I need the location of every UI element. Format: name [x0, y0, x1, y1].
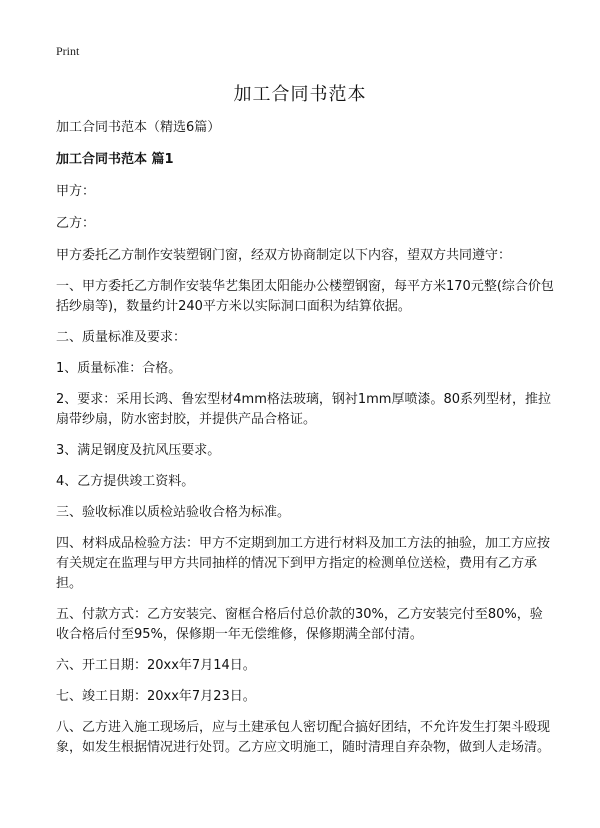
paragraph-clause-3: 三、验收标准以质检站验收合格为标准。 [56, 505, 291, 520]
party-a-label: 甲方： [56, 184, 96, 199]
paragraph-clause-2-item-2: 2、要求：采用长鸿、鲁宏型材4mm格法玻璃，钢衬1mm厚喷漆。80系列型材，推拉扇带纱扇，防水密封胶，并提供产品合格证。 [56, 392, 552, 427]
paragraph-clause-4: 四、材料成品检验方法：甲方不定期到加工方进行材料及加工方法的抽验，加工方应按有关规定在监理与甲方共同抽样的情况下到甲方指定的检测单位送检，费用有乙方承担。 [56, 536, 551, 591]
paragraph-clause-2-item-3: 3、满足钢度及抗风压要求。 [56, 443, 221, 458]
paragraph-clause-7: 七、竣工日期：20xx年7月23日。 [56, 689, 256, 704]
paragraph-clause-2-item-1: 1、质量标准：合格。 [56, 361, 182, 376]
section-heading: 加工合同书范本 篇1 [56, 152, 174, 167]
paragraph-clause-2: 二、质量标准及要求： [56, 330, 187, 345]
print-link[interactable]: Print [56, 44, 80, 58]
paragraph-clause-6: 六、开工日期：20xx年7月14日。 [56, 658, 256, 673]
paragraph-clause-2-item-4: 4、乙方提供竣工资料。 [56, 474, 195, 489]
document-body [56, 118, 554, 769]
party-b-label: 乙方： [56, 216, 96, 231]
document-subtitle: 加工合同书范本（精选6篇） [56, 120, 221, 135]
paragraph-clause-1: 一、甲方委托乙方制作安装华艺集团太阳能办公楼塑钢窗，每平方米170元整(综合价包括纱扇等)，数量约计240平方米以实际洞口面积为结算依据。 [56, 279, 554, 314]
document-title: 加工合同书范本 [233, 84, 367, 105]
paragraph-clause-8: 八、乙方进入施工现场后，应与土建承包人密切配合搞好团结，不允许发生打架斗殴现象，如发生根据情况进行处罚。乙方应文明施工，随时清理自弃杂物，做到人走场清。 [56, 720, 551, 755]
paragraph-intro: 甲方委托乙方制作安装塑钢门窗，经双方协商制定以下内容，望双方共同遵守： [56, 248, 512, 263]
paragraph-clause-5: 五、付款方式：乙方安装完、窗框合格后付总价款的30%，乙方安装完付至80%，验收合格后付至95%，保修期一年无偿维修，保修期满全部付清。 [56, 607, 543, 642]
